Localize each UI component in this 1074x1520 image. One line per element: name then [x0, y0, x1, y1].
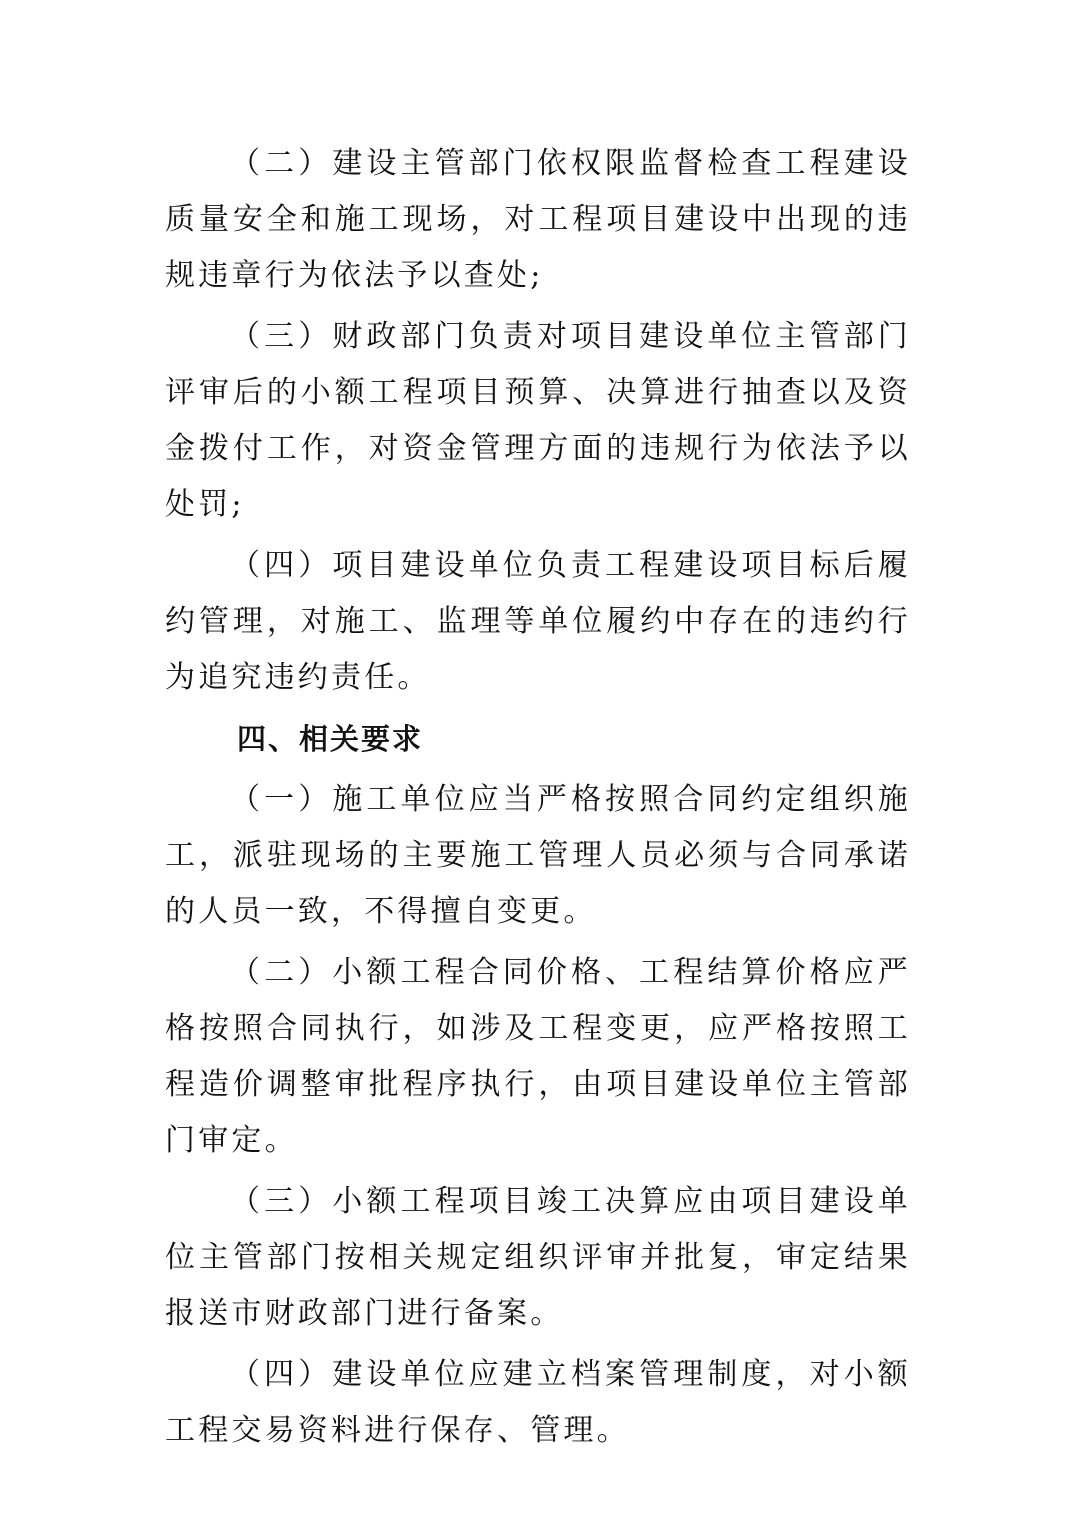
paragraph-supervision-finance: （三）财政部门负责对项目建设单位主管部门评审后的小额工程项目预算、决算进行抽查以及资金拨付工作，对资金管理方面的违规行为依法予以处罚; [165, 319, 911, 522]
section-heading: 四、相关要求 [237, 722, 424, 756]
requirement-item-4: （四）建设单位应建立档案管理制度，对小额工程交易资料进行保存、管理。 [165, 1357, 911, 1448]
requirement-item-3: （三）小额工程项目竣工决算应由项目建设单位主管部门按相关规定组织评审并批复，审定结果报送市财政部门进行备案。 [165, 1184, 911, 1331]
paragraph-supervision-construction: （二）建设主管部门依权限监督检查工程建设质量安全和施工现场，对工程项目建设中出现的违规违章行为依法予以查处; [165, 146, 911, 293]
requirement-item-1: （一）施工单位应当严格按照合同约定组织施工，派驻现场的主要施工管理人员必须与合同承诺的人员一致，不得擅自变更。 [165, 782, 911, 929]
document-page [165, 136, 911, 1464]
requirement-item-2: （二）小额工程合同价格、工程结算价格应严格按照合同执行，如涉及工程变更，应严格按照工程造价调整审批程序执行，由项目建设单位主管部门审定。 [165, 955, 911, 1158]
paragraph-supervision-project-unit: （四）项目建设单位负责工程建设项目标后履约管理，对施工、监理等单位履约中存在的违约行为追究违约责任。 [165, 548, 911, 695]
